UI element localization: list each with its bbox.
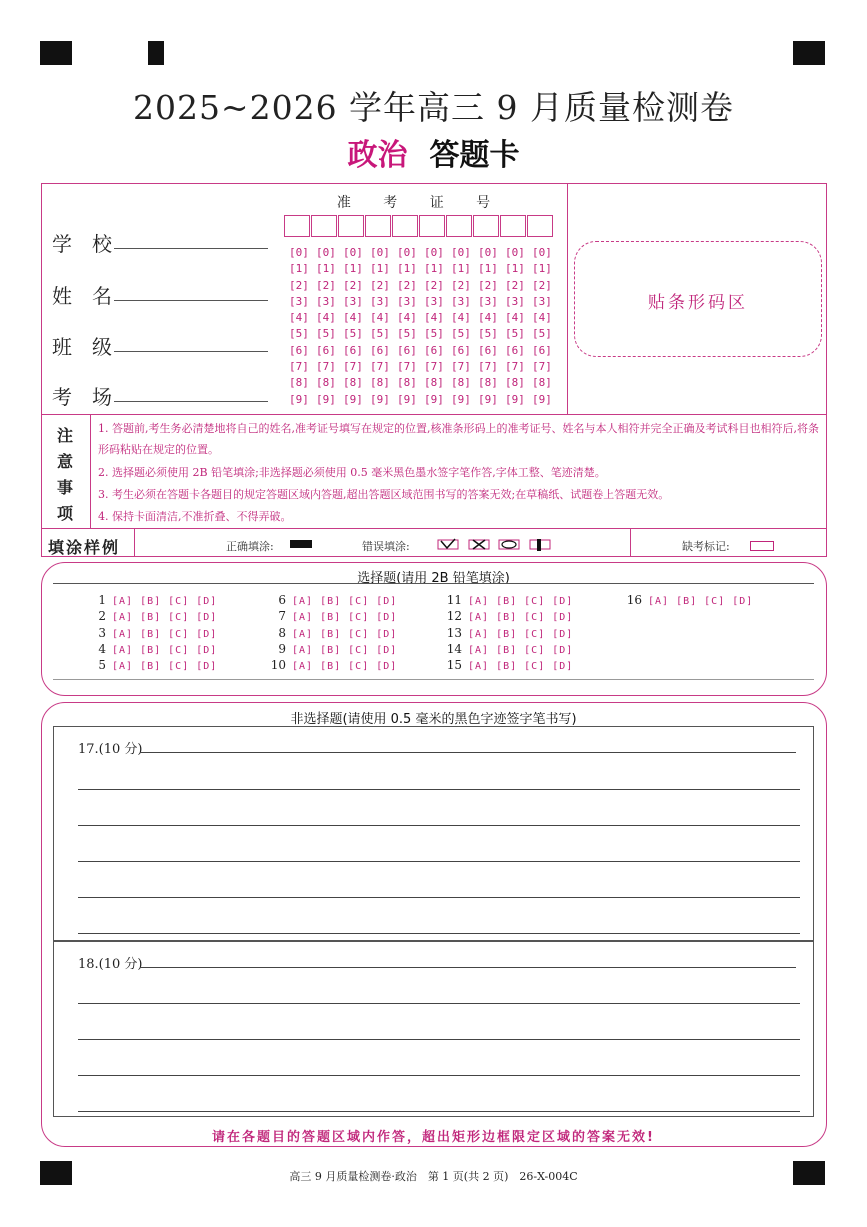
digit-bubble[interactable]: [6] [316,343,336,357]
digit-bubble[interactable]: [8] [424,376,444,390]
digit-bubble[interactable]: [7] [532,360,552,374]
question-number: 3 [98,625,106,640]
answer-line[interactable] [78,1039,800,1040]
school-label: 学 校 [52,232,112,256]
option-bubbles[interactable]: [A] [B] [C] [D] [468,661,574,673]
digit-bubble[interactable]: [5] [505,327,525,341]
registration-mark-top-right [793,41,825,65]
exam-id-digit-column[interactable] [505,245,525,408]
digit-bubble[interactable]: [1] [370,262,390,276]
digit-bubble[interactable]: [1] [397,262,417,276]
digit-bubble[interactable]: [9] [289,392,309,406]
question-number: 6 [278,593,286,607]
digit-bubble[interactable]: [0] [316,246,336,259]
exam-id-digit-column[interactable] [370,245,390,408]
question-number: 5 [98,658,106,673]
digit-bubble[interactable]: [6] [343,343,363,357]
digit-bubble[interactable]: [6] [478,343,498,357]
choice-question[interactable] [268,593,402,607]
digit-bubble[interactable]: [2] [478,278,498,292]
wrong-fill-label: 错误填涂: [362,540,410,553]
digit-bubble[interactable]: [7] [451,360,471,374]
question-number: 2 [98,609,106,624]
question-18-label: 18.(10 分) [78,957,143,972]
digit-bubble[interactable]: [0] [478,246,498,259]
digit-bubble[interactable]: [7] [316,360,336,374]
digit-bubble[interactable]: [9] [451,392,471,406]
option-bubbles[interactable]: [A] [B] [C] [D] [468,612,574,624]
choice-question[interactable] [88,593,222,607]
digit-bubble[interactable]: [2] [370,278,390,292]
correct-fill-label: 正确填涂: [226,540,274,553]
digit-bubble[interactable]: [2] [532,278,552,292]
digit-bubble[interactable]: [0] [505,246,525,259]
digit-bubble[interactable]: [0] [370,246,390,259]
option-bubbles[interactable]: [A] [B] [C] [D] [112,644,218,656]
digit-bubble[interactable]: [3] [397,294,417,308]
digit-bubble[interactable]: [2] [424,278,444,292]
digit-bubble[interactable]: [6] [532,343,552,357]
digit-bubble[interactable]: [6] [289,343,309,357]
digit-bubble[interactable]: [8] [532,376,552,390]
choice-question[interactable] [444,626,578,640]
digit-bubble[interactable]: [7] [370,360,390,374]
option-bubbles[interactable]: [A] [B] [C] [D] [112,661,218,673]
digit-bubble[interactable]: [9] [424,392,444,406]
choice-question[interactable] [624,593,758,607]
question-number: 8 [278,625,286,640]
digit-bubble[interactable]: [5] [424,327,444,341]
divider [90,414,91,528]
digit-bubble[interactable]: [0] [451,246,471,259]
question-number: 14 [446,641,462,656]
wrong-fill-samples [436,536,556,552]
digit-bubble[interactable]: [0] [397,246,417,259]
question-number: 1 [98,593,106,607]
option-bubbles[interactable]: [A] [B] [C] [D] [292,628,398,640]
digit-bubble[interactable]: [5] [532,327,552,341]
choice-question[interactable] [444,609,578,623]
digit-bubble[interactable]: [7] [424,360,444,374]
option-bubbles[interactable]: [A] [B] [C] [D] [292,596,398,607]
digit-bubble[interactable]: [4] [289,311,309,325]
answer-line[interactable] [140,967,796,968]
answer-line[interactable] [78,933,800,934]
digit-bubble[interactable]: [3] [451,294,471,308]
digit-bubble[interactable]: [9] [316,392,336,406]
option-bubbles[interactable]: [A] [B] [C] [D] [292,644,398,656]
question-number: 15 [446,658,462,673]
room-field[interactable] [52,381,272,409]
room-label: 考 场 [52,385,112,409]
digit-bubble[interactable]: [9] [478,392,498,406]
exam-id-label: 准 考 证 号 [336,195,505,211]
exam-id-digit-column[interactable] [343,245,363,408]
digit-bubble[interactable]: [1] [343,262,363,276]
digit-bubble[interactable]: [4] [370,311,390,325]
exam-id-digit-column[interactable] [397,245,417,408]
registration-mark-top-center [148,41,164,65]
digit-bubble[interactable]: [6] [424,343,444,357]
divider [41,528,827,529]
question-number: 9 [278,641,286,656]
digit-bubble[interactable]: [3] [343,294,363,308]
digit-bubble[interactable]: [7] [397,360,417,374]
choice-question[interactable] [88,642,222,656]
digit-bubble[interactable]: [1] [478,262,498,276]
digit-bubble[interactable]: [7] [478,360,498,374]
digit-bubble[interactable]: [7] [343,360,363,374]
notice-item: 1. 答题前,考生务必清楚地将自己的姓名,准考证号填写在规定的位置,核准条形码上的准考证号、姓名与本人相符并完全正确及考试科目也相符后,将条形码粘贴在规定的位置。 [98,422,819,456]
digit-bubble[interactable]: [3] [316,294,336,308]
digit-bubble[interactable]: [8] [289,376,309,390]
choice-question[interactable] [88,609,222,623]
digit-bubble[interactable]: [3] [505,294,525,308]
notice-item: 3. 考生必须在答题卡各题目的规定答题区域内答题,超出答题区域范围书写的答案无效;在草稿纸、试题卷上答题无效。 [98,488,670,501]
answer-line[interactable] [78,825,800,826]
question-number: 11 [446,593,462,607]
barcode-label: 贴条形码区 [648,293,748,313]
digit-bubble[interactable]: [1] [451,262,471,276]
question-number: 10 [270,658,286,673]
answer-line[interactable] [140,752,796,753]
option-bubbles[interactable]: [A] [B] [C] [D] [468,628,574,640]
exam-id-digit-column[interactable] [451,245,471,408]
digit-bubble[interactable]: [5] [289,327,309,341]
card-subtitle [0,130,867,174]
exam-id-digit-column[interactable] [478,245,498,408]
digit-bubble[interactable]: [7] [505,360,525,374]
answer-line[interactable] [78,897,800,898]
notice-item: 2. 选择题必须使用 2B 铅笔填涂;非选择题必须使用 0.5 毫米黑色墨水签字笔作答,字体工整、笔迹清楚。 [98,466,606,479]
digit-bubble[interactable]: [8] [370,376,390,390]
registration-mark-top-left [40,41,72,65]
digit-bubble[interactable]: [8] [478,376,498,390]
digit-bubble[interactable]: [8] [505,376,525,390]
digit-bubble[interactable]: [8] [316,376,336,390]
nonchoice-title: 非选择题(请使用 0.5 毫米的黑色字迹签字笔书写) [290,712,577,727]
digit-bubble[interactable]: [1] [532,262,552,276]
digit-bubble[interactable]: [2] [316,278,336,292]
question-number: 7 [278,609,286,624]
subject-label: 政治 [347,138,408,173]
option-bubbles[interactable]: [A] [B] [C] [D] [292,612,398,624]
digit-bubble[interactable]: [3] [532,294,552,308]
question-17-label: 17.(10 分) [78,742,143,757]
digit-bubble[interactable]: [0] [343,246,363,259]
name-label: 姓 名 [52,284,112,308]
choice-question[interactable] [88,658,222,672]
choice-question[interactable] [444,658,578,672]
fill-sample-title: 填涂样例 [48,538,121,557]
answer-line[interactable] [78,861,800,862]
digit-bubble[interactable]: [2] [397,278,417,292]
digit-bubble[interactable]: [3] [424,294,444,308]
digit-bubble[interactable]: [6] [505,343,525,357]
digit-bubble[interactable]: [2] [505,278,525,292]
digit-bubble[interactable]: [9] [343,392,363,406]
choice-question[interactable] [268,626,402,640]
class-label: 班 级 [52,335,112,359]
name-field[interactable] [52,280,272,308]
digit-bubble[interactable]: [0] [532,246,552,259]
answer-box-17[interactable] [53,726,814,941]
answer-line[interactable] [78,1003,800,1004]
digit-bubble[interactable]: [6] [451,343,471,357]
digit-bubble[interactable]: [2] [343,278,363,292]
digit-bubble[interactable]: [9] [505,392,525,406]
digit-bubble[interactable]: [5] [370,327,390,341]
digit-bubble[interactable]: [1] [424,262,444,276]
digit-bubble[interactable]: [0] [424,246,444,259]
exam-id-digit-column[interactable] [316,245,336,408]
digit-bubble[interactable]: [9] [397,392,417,406]
correct-fill-sample [290,540,312,548]
exam-id-digit-column[interactable] [289,245,309,408]
option-bubbles[interactable]: [A] [B] [C] [D] [112,596,218,607]
choice-question[interactable] [268,609,402,623]
digit-bubble[interactable]: [2] [451,278,471,292]
option-bubbles[interactable]: [A] [B] [C] [D] [648,596,754,607]
class-field[interactable] [52,331,272,359]
exam-id-digit-column[interactable] [532,245,552,408]
school-field[interactable] [52,228,272,256]
divider [567,183,568,414]
question-number: 4 [98,641,106,656]
choice-question[interactable] [88,626,222,640]
digit-bubble[interactable]: [5] [343,327,363,341]
digit-bubble[interactable]: [9] [532,392,552,406]
option-bubbles[interactable]: [A] [B] [C] [D] [468,644,574,656]
choice-title-rule [53,583,814,584]
digit-bubble[interactable]: [1] [289,262,309,276]
digit-bubble[interactable]: [8] [397,376,417,390]
absent-mark-box[interactable] [750,541,774,551]
digit-bubble[interactable]: [3] [478,294,498,308]
option-bubbles[interactable]: [A] [B] [C] [D] [112,628,218,640]
digit-bubble[interactable]: [4] [316,311,336,325]
notice-item: 4. 保持卡面清洁,不准折叠、不得弄破。 [98,510,292,523]
notice-label: 注 意 事 项 [56,426,73,523]
digit-bubble[interactable]: [1] [505,262,525,276]
digit-bubble[interactable]: [4] [451,311,471,325]
exam-id-boxes[interactable] [284,215,554,237]
digit-bubble[interactable]: [5] [397,327,417,341]
choice-question[interactable] [444,593,578,607]
exam-title: 2025~2026 学年高三 9 月质量检测卷 [132,88,735,127]
divider [41,414,827,415]
digit-bubble[interactable]: [5] [478,327,498,341]
option-bubbles[interactable]: [A] [B] [C] [D] [292,661,398,673]
question-number: 13 [446,625,462,640]
choice-question[interactable] [268,658,402,672]
digit-bubble[interactable]: [8] [343,376,363,390]
answer-line[interactable] [78,1111,800,1112]
exam-id-digit-column[interactable] [424,245,444,408]
digit-bubble[interactable]: [4] [532,311,552,325]
digit-bubble[interactable]: [1] [316,262,336,276]
answer-line[interactable] [78,1075,800,1076]
answer-line[interactable] [78,789,800,790]
divider [134,528,135,557]
digit-bubble[interactable]: [0] [289,246,309,259]
absent-mark-label: 缺考标记: [682,540,730,553]
choice-question[interactable] [268,642,402,656]
question-number: 12 [446,609,462,624]
digit-bubble[interactable]: [3] [289,294,309,308]
choice-bottom-rule [53,679,814,680]
digit-bubble[interactable]: [4] [397,311,417,325]
digit-bubble[interactable]: [4] [343,311,363,325]
digit-bubble[interactable]: [5] [316,327,336,341]
digit-bubble[interactable]: [4] [505,311,525,325]
option-bubbles[interactable]: [A] [B] [C] [D] [468,596,574,607]
question-number: 16 [626,593,642,607]
barcode-area [574,241,822,357]
digit-bubble[interactable]: [3] [370,294,390,308]
digit-bubble[interactable]: [9] [370,392,390,406]
digit-bubble[interactable]: [7] [289,360,309,374]
digit-bubble[interactable]: [4] [478,311,498,325]
card-label: 答题卡 [429,138,520,173]
digit-bubble[interactable]: [2] [289,278,309,292]
digit-bubble[interactable]: [8] [451,376,471,390]
choice-question[interactable] [444,642,578,656]
option-bubbles[interactable]: [A] [B] [C] [D] [112,612,218,624]
digit-bubble[interactable]: [6] [397,343,417,357]
digit-bubble[interactable]: [4] [424,311,444,325]
divider [630,528,631,557]
choice-title: 选择题(请用 2B 铅笔填涂) [357,571,510,586]
digit-bubble[interactable]: [6] [370,343,390,357]
page-footer: 高三 9 月质量检测卷·政治 第 1 页(共 2 页) 26-X-004C [289,1170,578,1183]
answer-area-warning: 请在各题目的答题区域内作答，超出矩形边框限定区域的答案无效! [212,1130,655,1145]
digit-bubble[interactable]: [5] [451,327,471,341]
